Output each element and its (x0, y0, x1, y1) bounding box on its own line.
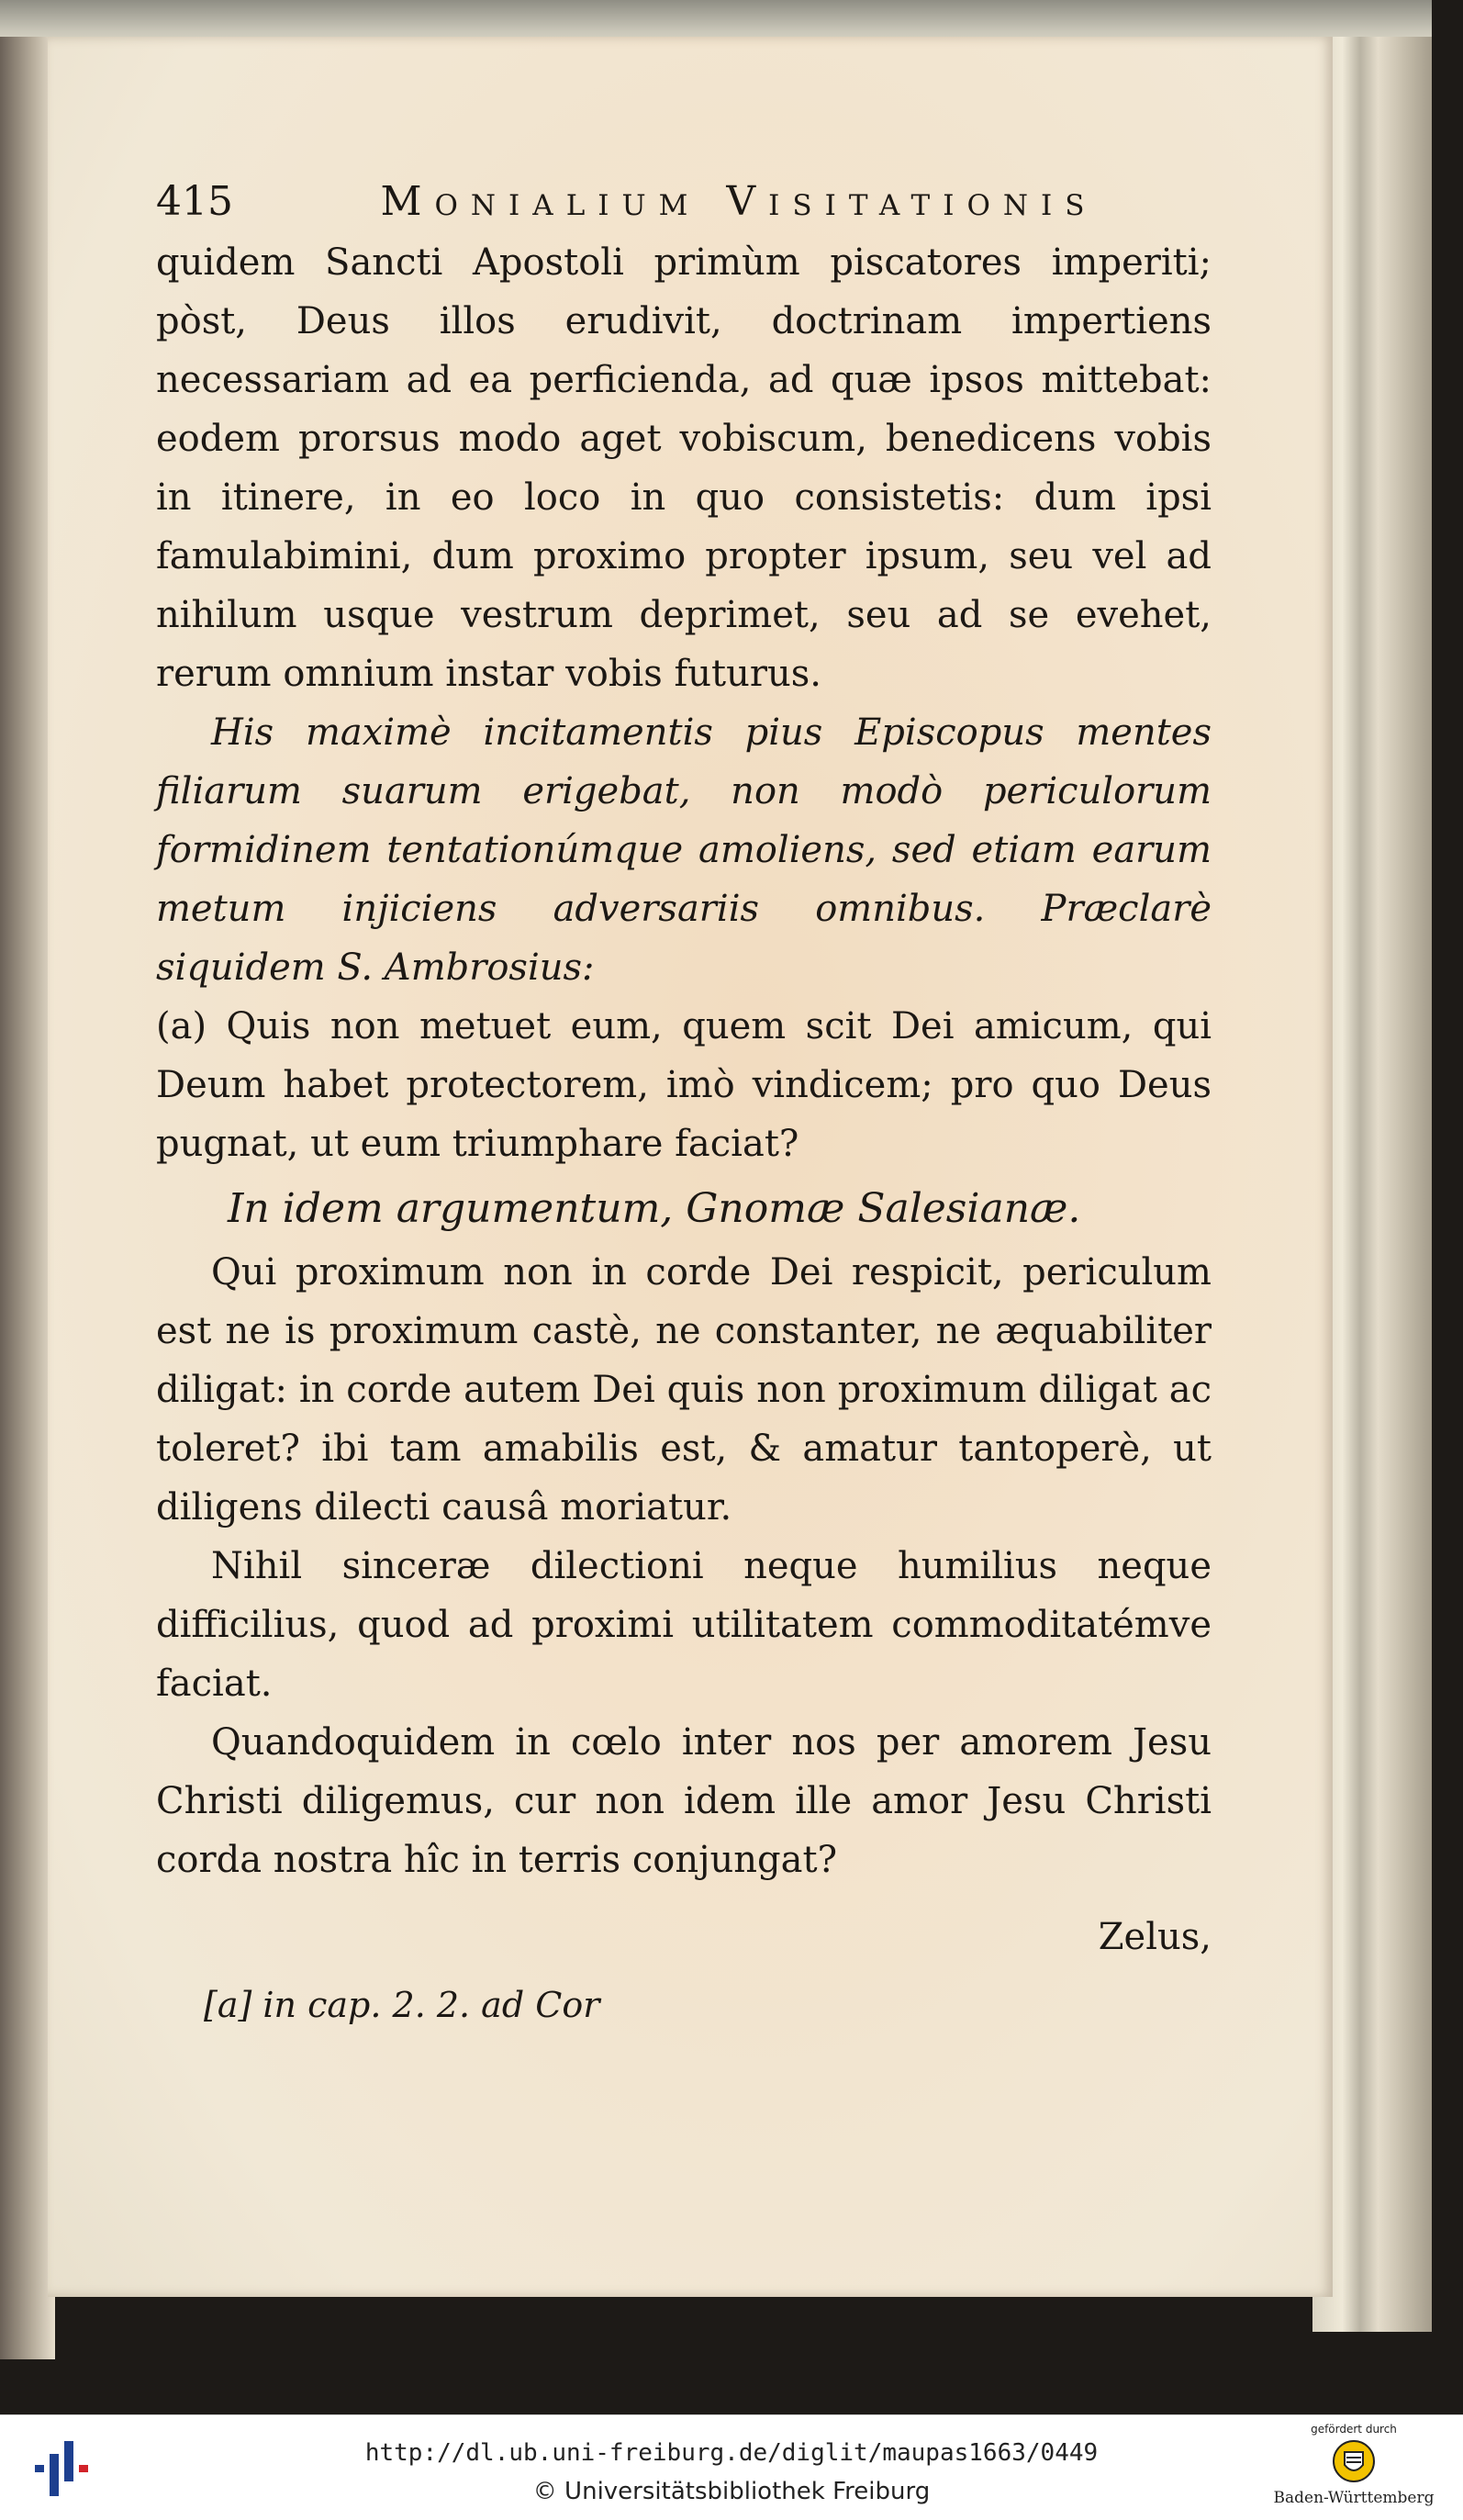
text-block (156, 173, 1212, 2034)
section-heading: In idem argumentum, Gnomæ Salesianæ. (228, 1185, 1081, 1232)
paragraph-3-quote: (a) Quis non metuet eum, quem scit Dei amicum, qui Deum habet protectorem, imò vindicem; pro quo Deus pugnat, ut eum triumphare faciat? (156, 1005, 1212, 1165)
paragraph-4: Qui proximum non in corde Dei respicit, periculum est ne is proximum castè, ne constanter, ne æquabiliter diligat: in corde autem Dei quis non proximum diligat ac toleret? ibi tam amabilis est, & amatur tantoperè, ut diligens dilecti causâ moriatur. (156, 1251, 1212, 1529)
baden-wuerttemberg-seal-icon (1332, 2439, 1376, 2483)
footer-bar (0, 2414, 1463, 2520)
running-head (156, 173, 1212, 231)
paragraph-2: His maximè incitamentis pius Episcopus mentes filiarum suarum erigebat, non modò periculorum formidinem tentationúmque amoliens, sed etiam earum metum injiciens adversariis omnibus. Præclarè siquidem S. Ambrosius: (156, 711, 1212, 989)
permalink-url[interactable]: http://dl.ub.uni-freiburg.de/diglit/maupas1663/0449 (364, 2439, 1099, 2467)
catchword: Zelus, (1098, 1916, 1212, 1958)
paragraph-5: Nihil sinceræ dilectioni neque humilius neque difficilius, quod ad proximi utilitatem commoditatémve faciat. (156, 1545, 1212, 1705)
footnote: [a] in cap. 2. 2. ad Cor (204, 1985, 600, 2025)
paragraph-6: Quandoquidem in cœlo inter nos per amorem Jesu Christi diligemus, cur non idem ille amor Jesu Christi corda nostra hîc in terris conjungat? (156, 1721, 1212, 1881)
paragraph-1: quidem Sancti Apostoli primùm piscatores imperiti; pòst, Deus illos erudivit, doctrinam impertiens necessariam ad ea perficienda, ad quæ ipsos mittebat: eodem prorsus modo aget vobiscum, benedicens vobis in itinere, in eo loco in quo consistetis: dum ipsi famulabimini, dum proximo propter ipsum, seu vel ad nihilum usque vestrum deprimet, seu ad se evehet, rerum omnium instar vobis futurus. (156, 241, 1212, 695)
book-page (48, 37, 1333, 2297)
sponsor-block[interactable] (1271, 2423, 1436, 2514)
sponsor-caption: gefördert durch (1311, 2423, 1397, 2436)
sponsor-name: Baden-Württemberg (1273, 2489, 1435, 2507)
left-page-edge (0, 37, 55, 2359)
running-title: Monialium Visitationis (380, 178, 1098, 225)
page-number: 415 (156, 178, 233, 225)
copyright-notice: © Universitätsbibliothek Freiburg (532, 2478, 931, 2505)
